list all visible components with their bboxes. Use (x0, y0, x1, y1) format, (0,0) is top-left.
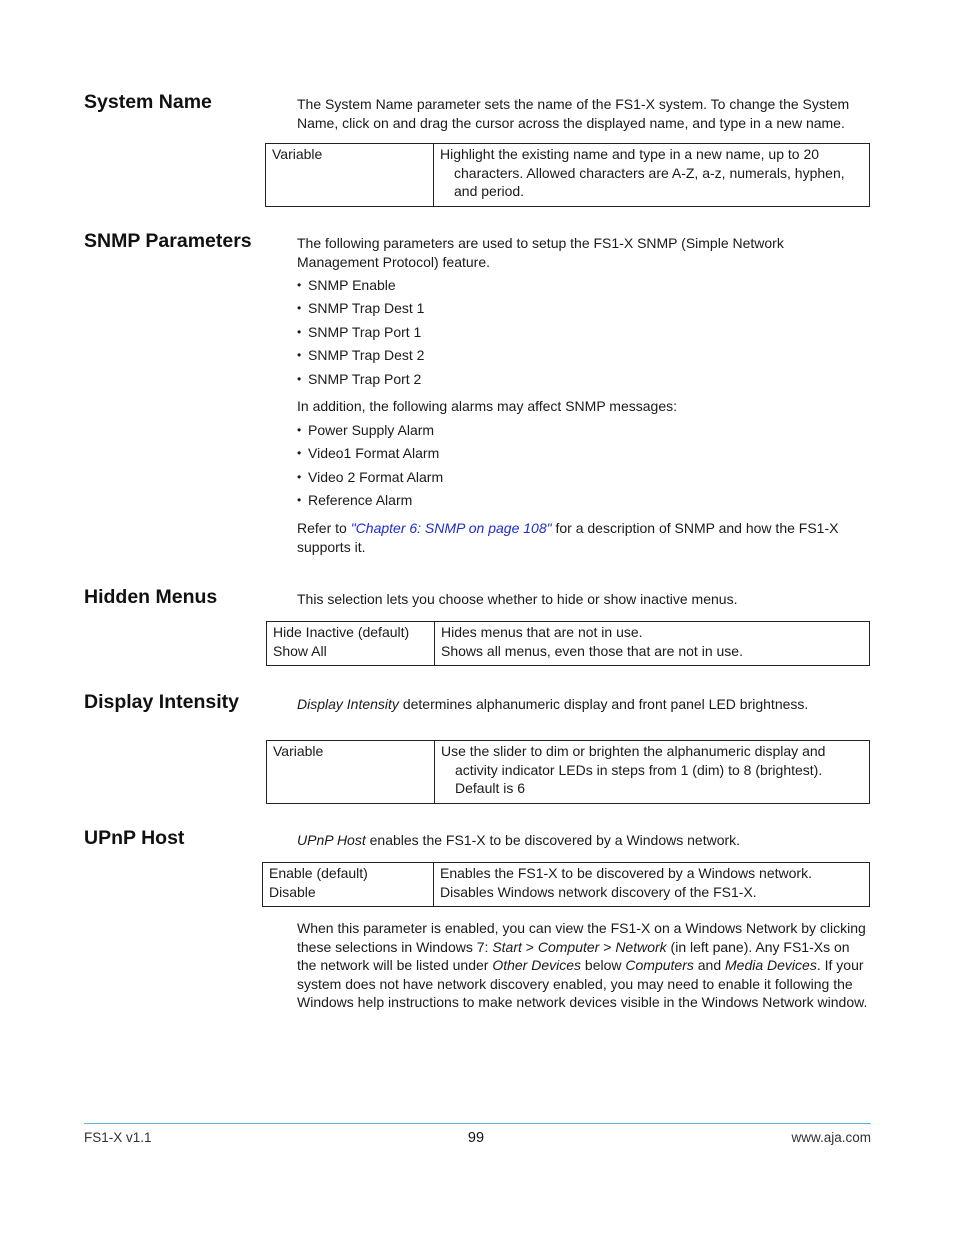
footer-doc-version: FS1-X v1.1 (84, 1130, 152, 1145)
desc-enable: Enables the FS1-X to be discovered by a Windows network. (440, 865, 812, 881)
system-name-param: Variable (266, 144, 434, 207)
upnp-description (297, 831, 869, 850)
upnp-table (262, 862, 870, 907)
upnp-body-text: . If your system does not have network discovery enabled, you may need to enable it following the Windows help instructions to make network devices visible in the Windows Network window. (297, 957, 868, 1011)
upnp-options (263, 863, 434, 907)
desc-disable: Disables Windows network discovery of the FS1-X. (440, 883, 757, 900)
refer-text-end: for a description of SNMP and how the FS1-X supports it. (297, 520, 839, 555)
upnp-body-text: and (693, 957, 725, 974)
list-item: • Video1 Format Alarm (297, 444, 443, 467)
snmp-description: The following parameters are used to setup the FS1-X SNMP (Simple Network Management Protocol) feature. (297, 235, 784, 270)
hidden-menus-table (266, 621, 870, 666)
upnp-body-paragraph (297, 919, 869, 1012)
heading-upnp-host: UPnP Host (84, 827, 185, 849)
hidden-menus-description: This selection lets you choose whether to hide or show inactive menus. (297, 591, 738, 607)
footer-website: www.aja.com (791, 1130, 871, 1145)
display-intensity-table (266, 740, 870, 804)
list-item: • SNMP Trap Dest 1 (297, 299, 424, 322)
heading-display-intensity: Display Intensity (84, 691, 239, 713)
list-item: • SNMP Trap Port 1 (297, 323, 424, 346)
snmp-parameter-list (297, 276, 424, 393)
display-intensity-desc: Use the slider to dim or brighten the alphanumeric display and activity indicator LEDs in steps from 1 (dim) to 8 (brightest). Default is 6 (435, 741, 870, 804)
option-disable: Disable (269, 883, 316, 900)
desc-hide-inactive: Hides menus that are not in use. (441, 624, 643, 640)
heading-system-name: System Name (84, 91, 212, 113)
upnp-text: enables the FS1-X to be discovered by a Windows network. (365, 832, 741, 848)
list-item: • SNMP Enable (297, 276, 424, 299)
footer-page-number: 99 (467, 1130, 485, 1146)
list-item: • Reference Alarm (297, 491, 443, 514)
hidden-menus-options (267, 622, 435, 666)
option-show-all: Show All (273, 642, 327, 659)
list-item: • Power Supply Alarm (297, 421, 443, 444)
snmp-refer-paragraph (297, 519, 869, 556)
upnp-term: UPnP Host (297, 832, 366, 848)
upnp-body-media-devices: Media Devices (725, 957, 817, 974)
option-hide-inactive: Hide Inactive (default) (273, 624, 410, 640)
chapter-6-snmp-link[interactable]: "Chapter 6: SNMP on page 108" (350, 520, 552, 536)
system-name-table (265, 143, 870, 207)
system-name-desc: Highlight the existing name and type in a new name, up to 20 characters. Allowed characters are A-Z, a-z, numerals, hyphen, and period. (434, 144, 870, 207)
upnp-body-text: below (581, 957, 626, 974)
system-name-description: The System Name parameter sets the name of the FS1-X system. To change the System Name, click on and drag the cursor across the displayed name, and type in a new name. (297, 96, 850, 131)
list-item: • Video 2 Format Alarm (297, 468, 443, 491)
hidden-menus-option-descriptions (435, 622, 870, 666)
desc-show-all: Shows all menus, even those that are not in use. (441, 642, 743, 659)
footer-rule (84, 1123, 871, 1124)
display-intensity-description (297, 695, 869, 714)
upnp-body-network: Network (615, 938, 667, 955)
snmp-alarms-intro: In addition, the following alarms may affect SNMP messages: (297, 398, 677, 414)
display-intensity-term: Display Intensity (297, 696, 399, 712)
upnp-body-sep: > (599, 938, 616, 955)
upnp-body-sep: > (521, 938, 538, 955)
upnp-body-computer: Computer (537, 938, 600, 955)
snmp-alarm-list (297, 421, 443, 515)
upnp-body-text: (in left pane). Any FS1-Xs on the network will be listed under (297, 938, 850, 974)
heading-hidden-menus: Hidden Menus (84, 586, 218, 608)
upnp-body-computers: Computers (625, 957, 694, 974)
list-item: • SNMP Trap Dest 2 (297, 346, 424, 369)
upnp-body-text: When this parameter is enabled, you can view the FS1-X on a Windows Network by clicking these selections in Windows 7: (297, 920, 866, 955)
refer-text: Refer to (297, 520, 351, 536)
upnp-body-other-devices: Other Devices (492, 957, 582, 974)
upnp-body-start: Start (492, 938, 522, 955)
display-intensity-text: determines alphanumeric display and front panel LED brightness. (398, 696, 809, 712)
option-enable: Enable (default) (269, 865, 368, 881)
list-item: • SNMP Trap Port 2 (297, 370, 424, 393)
heading-snmp-parameters: SNMP Parameters (84, 230, 252, 252)
upnp-option-descriptions (434, 863, 870, 907)
display-intensity-param: Variable (267, 741, 435, 804)
